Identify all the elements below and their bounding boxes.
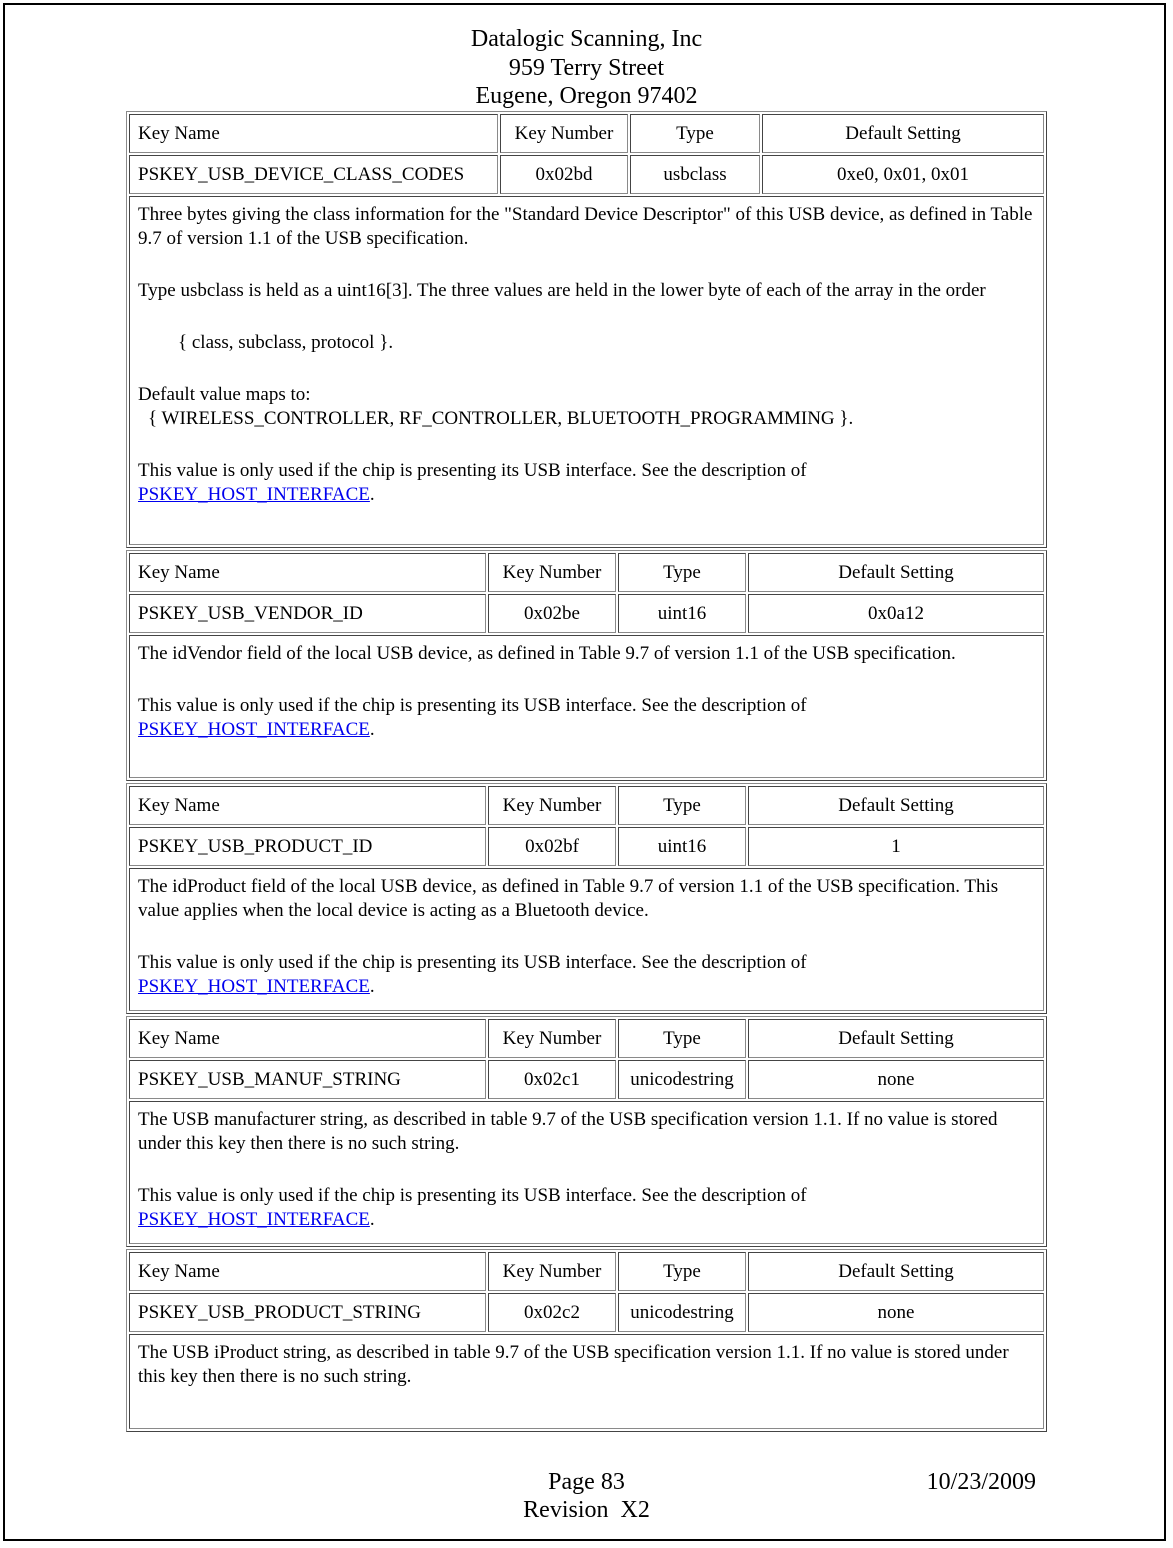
header-type: Type (618, 553, 746, 592)
host-interface-link[interactable]: PSKEY_HOST_INTERFACE (138, 484, 370, 505)
description-row (129, 635, 1044, 778)
description-paragraph: The idProduct field of the local USB device, as defined in Table 9.7 of version 1.1 of the USB specification. This value applies when the local device is acting as a Bluetooth device. (138, 876, 999, 921)
key-table (126, 783, 1047, 1014)
key-table (126, 111, 1047, 548)
key-name: PSKEY_USB_VENDOR_ID (129, 594, 486, 633)
usage-note-text: This value is only used if the chip is presenting its USB interface. See the description of (138, 695, 807, 716)
usage-note: This value is only used if the chip is presenting its USB interface. See the description of PSKEY_HOST_INTERFACE. (138, 1185, 807, 1230)
key-description (129, 1101, 1044, 1244)
description-paragraph: The USB manufacturer string, as described in table 9.7 of the USB specification version 1.1. If no value is stored under this key then there is no such string. (138, 1109, 998, 1154)
header-key-name: Key Name (129, 553, 486, 592)
header-key-name: Key Name (129, 1252, 486, 1291)
page-footer (0, 1468, 1173, 1524)
value-row (129, 1060, 1044, 1099)
key-name: PSKEY_USB_PRODUCT_ID (129, 827, 486, 866)
company-street: 959 Terry Street (508, 54, 665, 81)
key-type: usbclass (630, 155, 760, 194)
header-key-number: Key Number (488, 1252, 616, 1291)
header-default-setting: Default Setting (748, 1019, 1044, 1058)
key-default: none (748, 1060, 1044, 1099)
key-type: unicodestring (618, 1060, 746, 1099)
host-interface-link[interactable]: PSKEY_HOST_INTERFACE (138, 1209, 370, 1230)
header-default-setting: Default Setting (748, 1252, 1044, 1291)
usage-note: This value is only used if the chip is presenting its USB interface. See the description of PSKEY_HOST_INTERFACE. (138, 695, 807, 740)
key-table (126, 1249, 1047, 1432)
key-type: unicodestring (618, 1293, 746, 1332)
description-row (129, 196, 1044, 545)
key-type: uint16 (618, 594, 746, 633)
company-city: Eugene, Oregon 97402 (475, 83, 698, 109)
usage-note-text: This value is only used if the chip is presenting its USB interface. See the description of (138, 952, 807, 973)
usage-note-text: This value is only used if the chip is presenting its USB interface. See the description of (138, 1185, 807, 1206)
header-default-setting: Default Setting (748, 553, 1044, 592)
key-description (129, 196, 1044, 545)
key-default: none (748, 1293, 1044, 1332)
header-type: Type (630, 114, 760, 153)
key-type: uint16 (618, 827, 746, 866)
description-row (129, 868, 1044, 1011)
key-default: 0x0a12 (748, 594, 1044, 633)
host-interface-link[interactable]: PSKEY_HOST_INTERFACE (138, 719, 370, 740)
header-key-name: Key Name (129, 1019, 486, 1058)
usage-note: This value is only used if the chip is presenting its USB interface. See the description of PSKEY_HOST_INTERFACE. (138, 460, 807, 505)
key-description (129, 635, 1044, 778)
key-number: 0x02bd (500, 155, 628, 194)
header-key-number: Key Number (488, 1019, 616, 1058)
letterhead (0, 25, 1173, 111)
key-number: 0x02be (488, 594, 616, 633)
description-paragraph: { WIRELESS_CONTROLLER, RF_CONTROLLER, BLUETOOTH_PROGRAMMING }. (148, 408, 854, 429)
header-type: Type (618, 786, 746, 825)
description-row (129, 1334, 1044, 1429)
key-default: 1 (748, 827, 1044, 866)
usage-note: This value is only used if the chip is presenting its USB interface. See the description of PSKEY_HOST_INTERFACE. (138, 952, 807, 997)
footer-date: 10/23/2009 (926, 1469, 1036, 1495)
company-name: Datalogic Scanning, Inc (470, 26, 703, 52)
key-table (126, 1016, 1047, 1247)
key-list (126, 111, 1047, 1434)
header-key-name: Key Name (129, 114, 498, 153)
header-row (129, 553, 1044, 592)
header-row (129, 1019, 1044, 1058)
header-default-setting: Default Setting (748, 786, 1044, 825)
header-type: Type (618, 1252, 746, 1291)
host-interface-link[interactable]: PSKEY_HOST_INTERFACE (138, 976, 370, 997)
description-paragraph: Type usbclass is held as a uint16[3]. The three values are held in the lower byte of each of the array in the order (138, 280, 986, 301)
header-default-setting: Default Setting (762, 114, 1044, 153)
description-paragraph: The idVendor field of the local USB device, as defined in Table 9.7 of version 1.1 of the USB specification. (138, 643, 956, 664)
key-number: 0x02c2 (488, 1293, 616, 1332)
header-key-number: Key Number (500, 114, 628, 153)
key-name: PSKEY_USB_MANUF_STRING (129, 1060, 486, 1099)
header-row (129, 1252, 1044, 1291)
header-row (129, 114, 1044, 153)
header-row (129, 786, 1044, 825)
value-row (129, 155, 1044, 194)
description-paragraph: Three bytes giving the class information for the "Standard Device Descriptor" of this USB device, as defined in Table 9.7 of version 1.1 of the USB specification. (138, 204, 1033, 249)
key-table (126, 550, 1047, 781)
header-key-name: Key Name (129, 786, 486, 825)
header-key-number: Key Number (488, 553, 616, 592)
value-row (129, 827, 1044, 866)
description-paragraph: { class, subclass, protocol }. (178, 332, 394, 353)
key-name: PSKEY_USB_DEVICE_CLASS_CODES (129, 155, 498, 194)
key-description (129, 868, 1044, 1011)
key-number: 0x02c1 (488, 1060, 616, 1099)
value-row (129, 594, 1044, 633)
page-number: Page 83 (548, 1469, 625, 1495)
revision: Revision X2 (523, 1497, 650, 1523)
description-paragraph: Default value maps to: (138, 384, 311, 405)
usage-note-text: This value is only used if the chip is presenting its USB interface. See the description of (138, 460, 807, 481)
description-paragraph: The USB iProduct string, as described in table 9.7 of the USB specification version 1.1. If no value is stored under this key then there is no such string. (138, 1342, 1009, 1387)
key-number: 0x02bf (488, 827, 616, 866)
key-description (129, 1334, 1044, 1429)
value-row (129, 1293, 1044, 1332)
header-type: Type (618, 1019, 746, 1058)
header-key-number: Key Number (488, 786, 616, 825)
key-name: PSKEY_USB_PRODUCT_STRING (129, 1293, 486, 1332)
key-default: 0xe0, 0x01, 0x01 (762, 155, 1044, 194)
description-row (129, 1101, 1044, 1244)
